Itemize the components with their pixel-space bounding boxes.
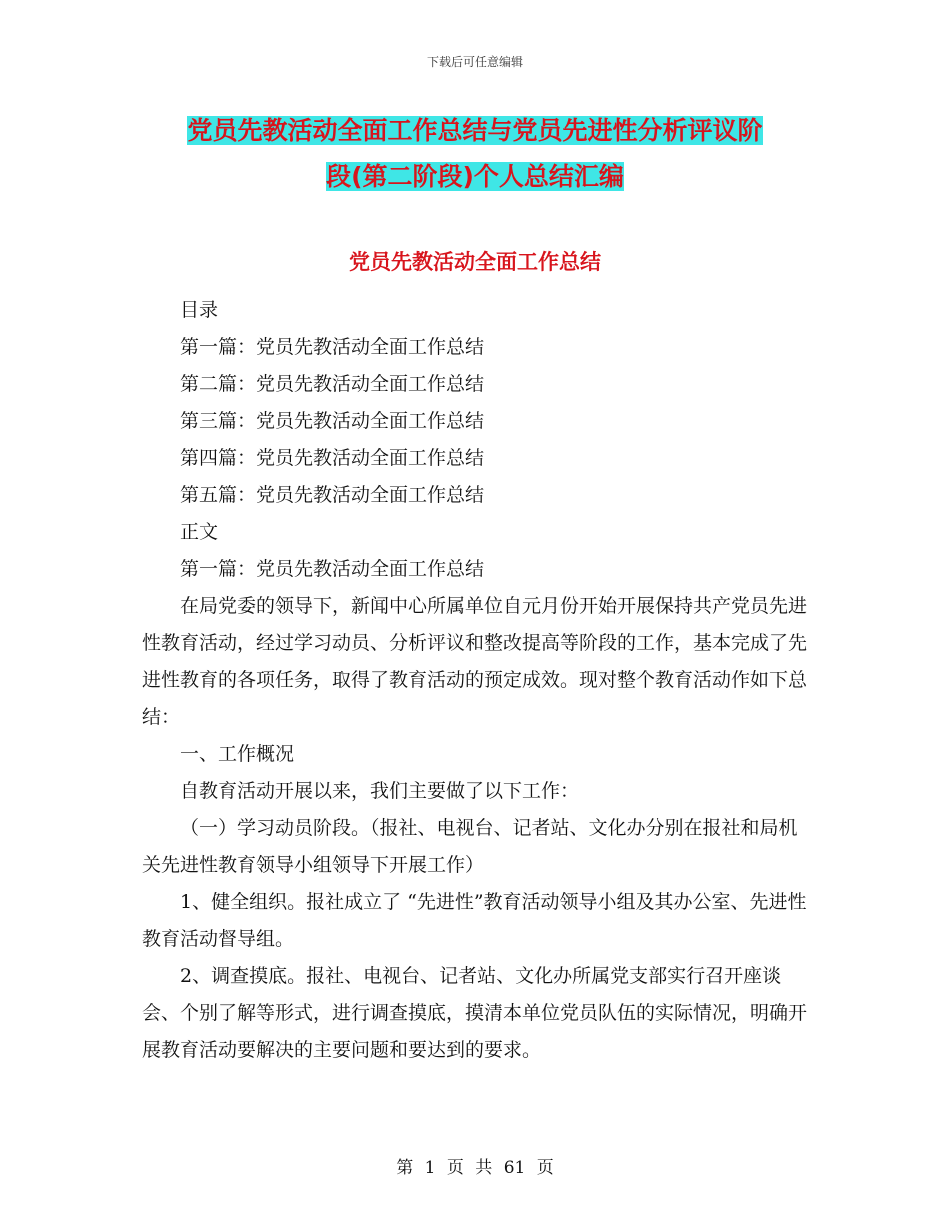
main-heading: 正文 <box>180 521 219 543</box>
header-note: 下载后可任意编辑 <box>426 55 523 69</box>
document-title <box>140 108 810 200</box>
paragraph: 自教育活动开展以来，我们主要做了以下工作： <box>180 780 580 802</box>
document-body <box>142 292 807 1069</box>
paragraph: 2、调查摸底。报社、电视台、记者站、文化办所属党支部实行召开座谈会、个别了解等形式，进行调查摸底，摸清本单位党员队伍的实际情况，明确开展教育活动要解决的主要问题和要达到的要求。 <box>142 965 808 1061</box>
paragraph: （一）学习动员阶段。（报社、电视台、记者站、文化办分别在报社和局机关先进性教育领导小组领导下开展工作） <box>142 817 798 876</box>
toc-item: 第一篇：党员先教活动全面工作总结 <box>180 336 485 358</box>
section-title: 党员先教活动全面工作总结 <box>349 250 601 274</box>
document-title-line-2: 段(第二阶段)个人总结汇编 <box>326 162 624 191</box>
toc-item: 第三篇：党员先教活动全面工作总结 <box>180 410 485 432</box>
toc-item: 第四篇：党员先教活动全面工作总结 <box>180 447 485 469</box>
paragraph: 1、健全组织。报社成立了 “先进性”教育活动领导小组及其办公室、先进性教育活动督导组。 <box>142 891 807 950</box>
page-footer: 第 1 页 共 61 页 <box>396 1158 554 1178</box>
section-heading: 一、工作概况 <box>180 743 295 765</box>
document-title-line-1: 党员先教活动全面工作总结与党员先进性分析评议阶 <box>187 116 763 145</box>
toc-item: 第五篇：党员先教活动全面工作总结 <box>180 484 485 506</box>
chapter-heading: 第一篇：党员先教活动全面工作总结 <box>180 558 485 580</box>
paragraph: 在局党委的领导下，新闻中心所属单位自元月份开始开展保持共产党员先进性教育活动，经过学习动员、分析评议和整改提高等阶段的工作，基本完成了先进性教育的各项任务，取得了教育活动的预定成效。现对整个教育活动作如下总结： <box>142 595 808 728</box>
toc-heading: 目录 <box>180 299 219 321</box>
toc-item: 第二篇：党员先教活动全面工作总结 <box>180 373 485 395</box>
